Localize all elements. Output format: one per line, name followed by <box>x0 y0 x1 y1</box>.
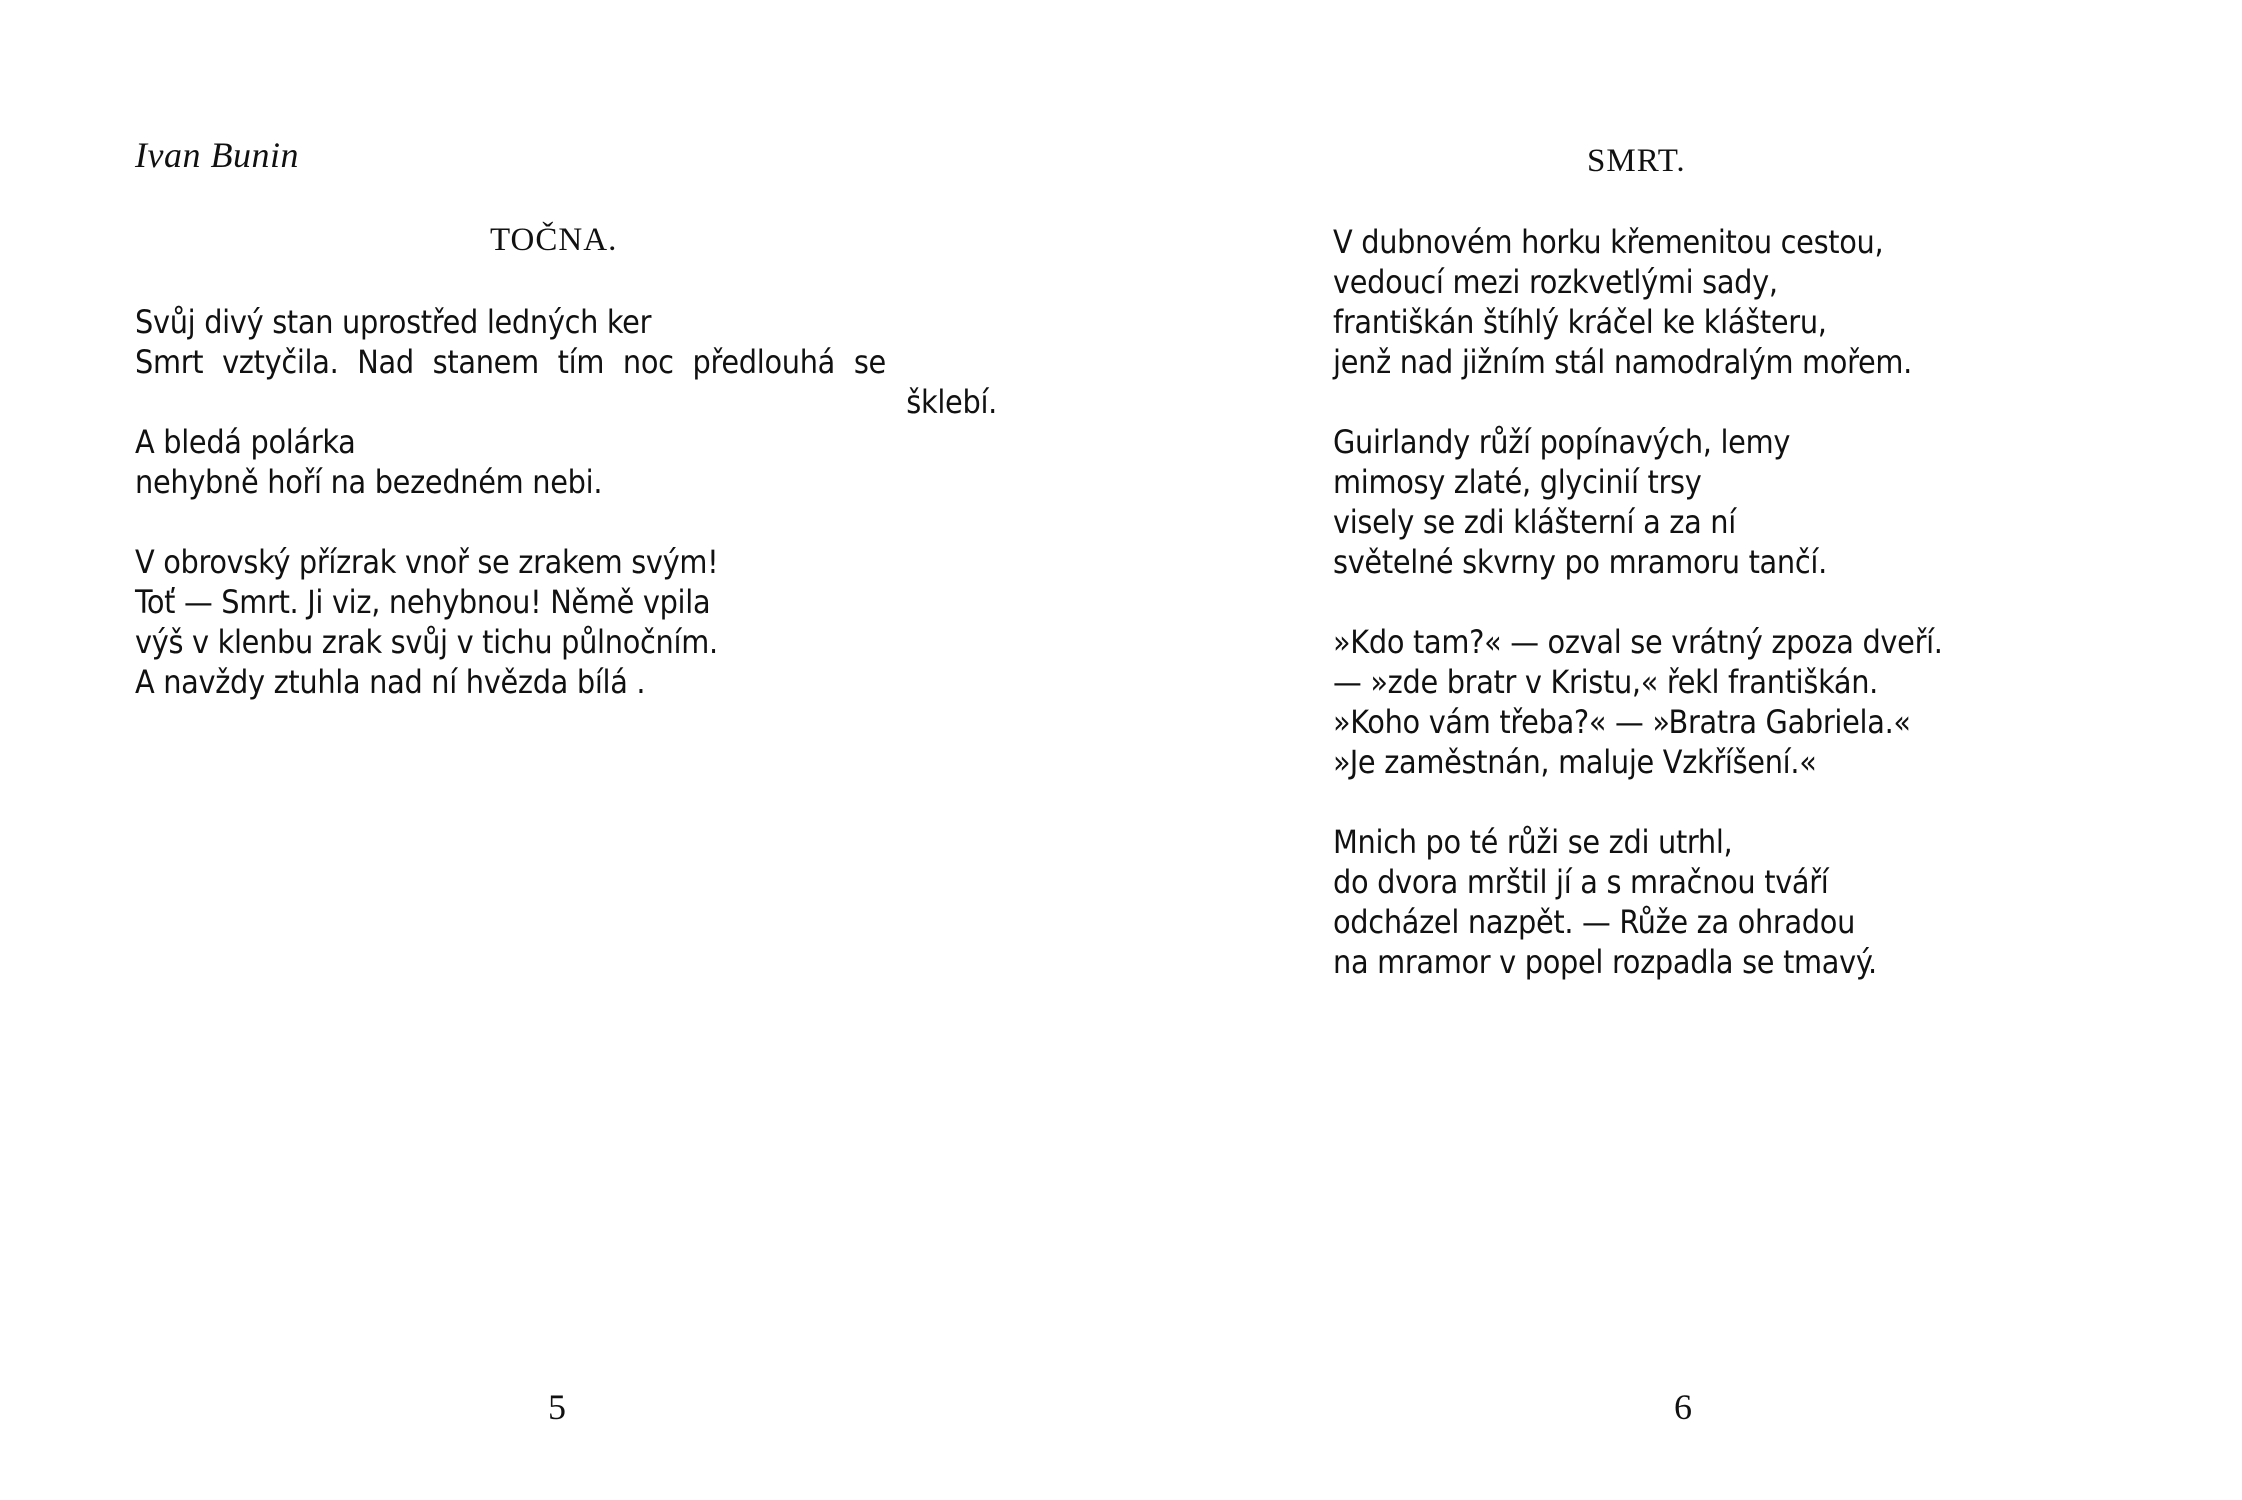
stanza-2 <box>1333 422 2193 582</box>
poem-title-tocna: TOČNA. <box>490 222 618 258</box>
verse-line: nehybně hoří na bezedném nebi. <box>135 463 603 501</box>
verse-line: odcházel nazpět. — Růže za ohradou <box>1333 903 1856 941</box>
verse-line: do dvora mrštil jí a s mračnou tváří <box>1333 863 1829 901</box>
verse-line: visely se zdi klášterní a za ní <box>1333 503 1736 541</box>
stanza-2 <box>135 422 997 502</box>
author-name: Ivan Bunin <box>135 135 299 175</box>
verse-line: »Je zaměstnán, maluje Vzkříšení.« <box>1333 743 1817 781</box>
verse-line: vedoucí mezi rozkvetlými sady, <box>1333 263 1778 301</box>
verse-line: »Koho vám třeba?« — »Bratra Gabriela.« <box>1333 703 1911 741</box>
page-number: 5 <box>548 1387 566 1427</box>
right-page <box>1121 0 2242 1500</box>
poem-title-smrt: SMRT. <box>1587 143 1686 179</box>
verse-line: Guirlandy růží popínavých, lemy <box>1333 423 1791 461</box>
verse-line: Toť — Smrt. Ji viz, nehybnou! Němě vpila <box>135 583 711 621</box>
verse-line: františkán štíhlý kráčel ke klášteru, <box>1333 303 1827 341</box>
verse-line: na mramor v popel rozpadla se tmavý. <box>1333 943 1877 981</box>
verse-line: světelné skvrny po mramoru tančí. <box>1333 543 1827 581</box>
page-number: 6 <box>1674 1387 1692 1427</box>
verse-line-overflow: šklebí. <box>906 383 997 421</box>
verse-line: Svůj divý stan uprostřed ledných ker <box>135 303 652 341</box>
verse-line: jenž nad jižním stál namodralým mořem. <box>1333 343 1912 381</box>
verse-line: V dubnovém horku křemenitou cestou, <box>1333 223 1884 261</box>
verse-line: A bledá polárka <box>135 423 356 461</box>
stanza-1 <box>1333 222 2193 382</box>
stanza-1 <box>135 302 997 422</box>
verse-line: »Kdo tam?« — ozval se vrátný zpoza dveří. <box>1333 623 1943 661</box>
stanza-3 <box>135 542 997 702</box>
verse-line: Smrt vztyčila. Nad stanem tím noc předlouhá se <box>135 343 886 381</box>
verse-line: Mnich po té růži se zdi utrhl, <box>1333 823 1733 861</box>
verse-line: A navždy ztuhla nad ní hvězda bílá . <box>135 663 646 701</box>
verse-line: mimosy zlaté, glycinií trsy <box>1333 463 1702 501</box>
stanza-4 <box>1333 822 2193 982</box>
verse-line: — »zde bratr v Kristu,« řekl františkán. <box>1333 663 1879 701</box>
stanza-3 <box>1333 622 2193 782</box>
verse-line: V obrovský přízrak vnoř se zrakem svým! <box>135 543 719 581</box>
verse-line: výš v klenbu zrak svůj v tichu půlnočním. <box>135 623 718 661</box>
